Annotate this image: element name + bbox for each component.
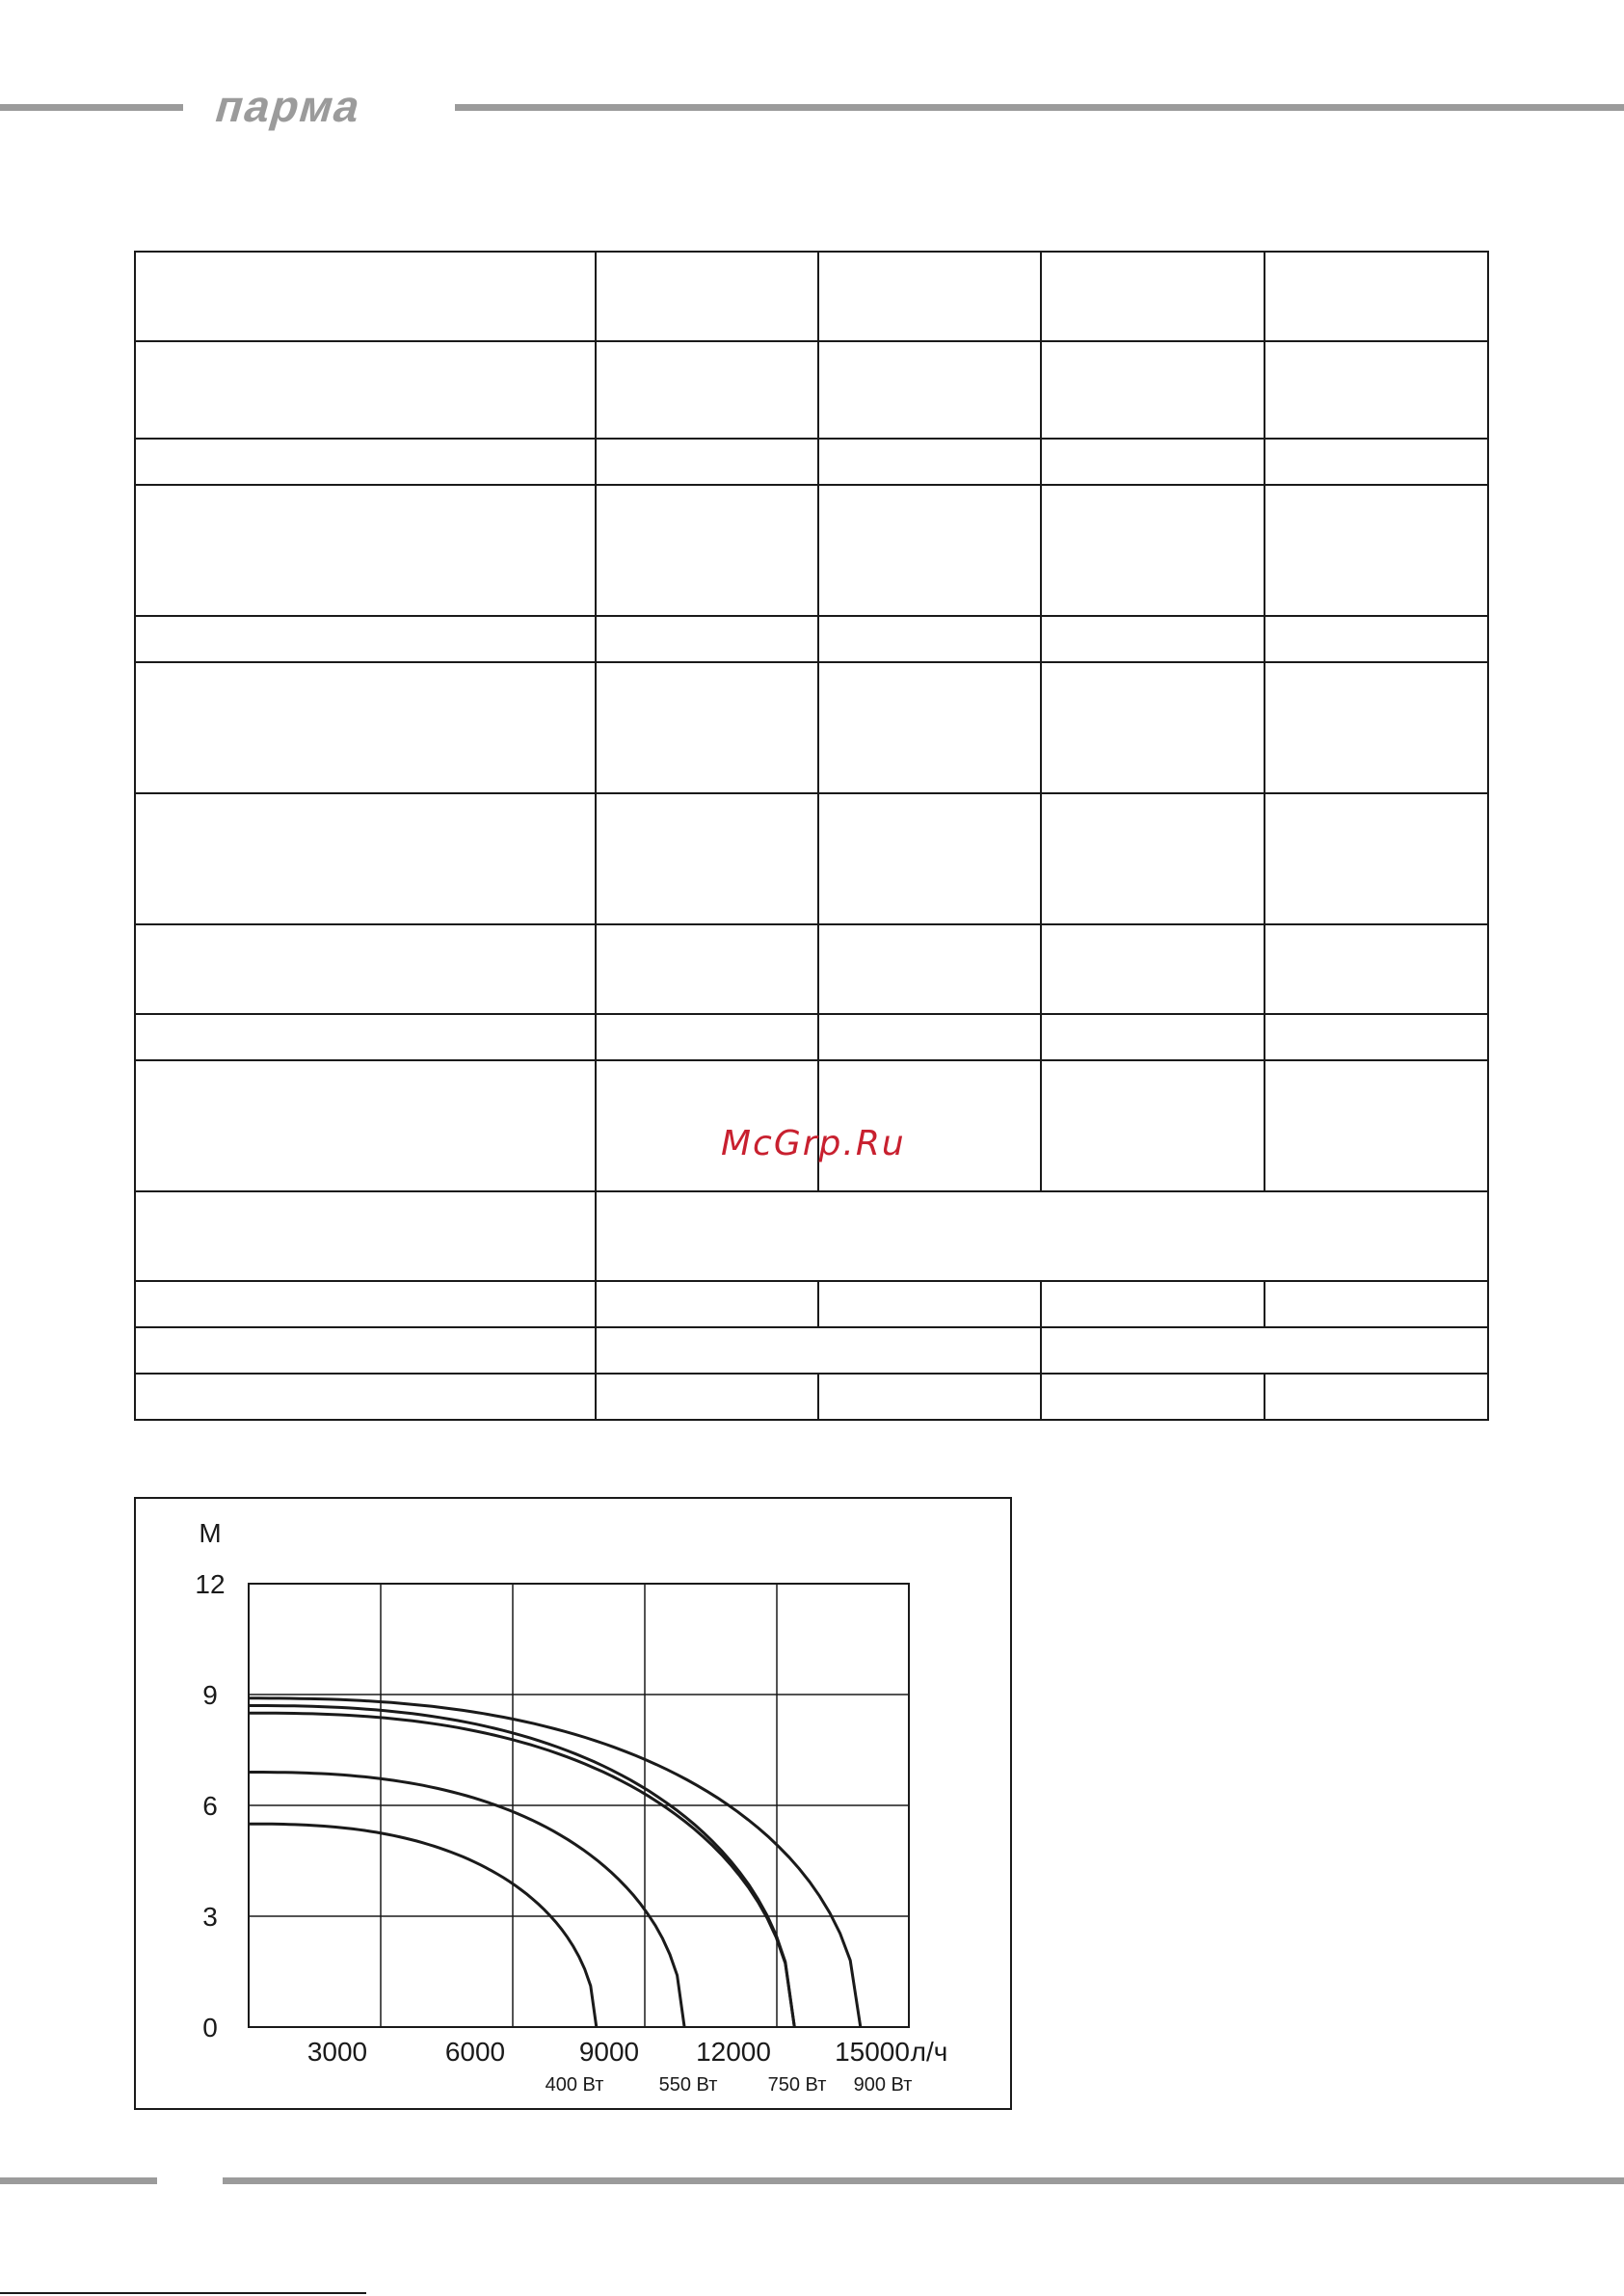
spec-value-cell bbox=[1041, 1374, 1265, 1420]
x-tick-label: 12000 bbox=[696, 2037, 771, 2067]
x-unit-label: л/ч bbox=[910, 2037, 948, 2067]
pump-curve bbox=[249, 1773, 684, 2028]
footer-line-right bbox=[223, 2177, 1624, 2184]
spec-value-cell bbox=[1265, 1014, 1488, 1060]
spec-label-cell bbox=[135, 662, 596, 793]
spec-value-cell bbox=[818, 1281, 1041, 1327]
spec-value-cell bbox=[818, 616, 1041, 662]
spec-row bbox=[135, 662, 1488, 793]
spec-label-cell bbox=[135, 252, 596, 341]
spec-value-cell bbox=[1041, 252, 1265, 341]
spec-row bbox=[135, 793, 1488, 924]
series-power-label: 550 Вт bbox=[658, 2074, 718, 2096]
pump-curve bbox=[249, 1713, 794, 2027]
footer-rule bbox=[0, 2292, 366, 2294]
spec-label-cell bbox=[135, 793, 596, 924]
spec-value-cell-pair bbox=[1041, 1327, 1488, 1374]
spec-value-cell-pair bbox=[596, 1327, 1041, 1374]
watermark: McGrp.Ru bbox=[721, 1124, 906, 1163]
spec-value-cell bbox=[818, 793, 1041, 924]
spec-value-cell bbox=[1265, 616, 1488, 662]
spec-value-cell bbox=[1041, 1281, 1265, 1327]
spec-value-cell bbox=[1041, 662, 1265, 793]
x-tick-label: 3000 bbox=[306, 2037, 368, 2067]
spec-value-cell bbox=[818, 662, 1041, 793]
y-tick-label: 3 bbox=[202, 1902, 218, 1932]
spec-row bbox=[135, 616, 1488, 662]
footer-line-left bbox=[0, 2177, 157, 2184]
series-power-label: 750 Вт bbox=[767, 2074, 827, 2096]
spec-value-cell bbox=[1041, 793, 1265, 924]
spec-value-cell bbox=[596, 485, 818, 616]
spec-value-cell bbox=[1265, 252, 1488, 341]
x-tick-label: 6000 bbox=[444, 2037, 506, 2067]
spec-value-cell bbox=[1265, 1281, 1488, 1327]
spec-value-cell bbox=[1265, 1374, 1488, 1420]
series-power-label: 900 Вт bbox=[853, 2074, 913, 2096]
spec-label-cell bbox=[135, 924, 596, 1014]
spec-value-cell bbox=[596, 252, 818, 341]
spec-value-cell bbox=[818, 924, 1041, 1014]
spec-value-cell bbox=[1265, 662, 1488, 793]
spec-label-cell bbox=[135, 1327, 596, 1374]
pump-curve-svg bbox=[136, 1499, 1010, 2108]
spec-value-cell bbox=[596, 1374, 818, 1420]
spec-value-cell bbox=[1265, 485, 1488, 616]
spec-row bbox=[135, 439, 1488, 485]
spec-value-cell bbox=[1041, 616, 1265, 662]
spec-value-cell bbox=[818, 252, 1041, 341]
brand-logo-text: парма bbox=[209, 83, 369, 131]
spec-value-cell bbox=[596, 616, 818, 662]
spec-value-cell bbox=[1265, 793, 1488, 924]
spec-label-cell bbox=[135, 616, 596, 662]
spec-value-cell bbox=[596, 1281, 818, 1327]
spec-label-cell bbox=[135, 1191, 596, 1281]
spec-value-cell bbox=[596, 439, 818, 485]
spec-label-cell bbox=[135, 1374, 596, 1420]
spec-value-cell bbox=[596, 924, 818, 1014]
spec-value-cell bbox=[818, 485, 1041, 616]
spec-label-cell bbox=[135, 341, 596, 439]
spec-row bbox=[135, 1374, 1488, 1420]
spec-row bbox=[135, 252, 1488, 341]
x-tick-label: 15000 bbox=[835, 2037, 910, 2067]
x-tick-label: 9000 bbox=[578, 2037, 640, 2067]
spec-row bbox=[135, 341, 1488, 439]
spec-row bbox=[135, 1014, 1488, 1060]
spec-row bbox=[135, 1191, 1488, 1281]
spec-label-cell bbox=[135, 1060, 596, 1191]
spec-value-cell bbox=[596, 662, 818, 793]
brand-logo bbox=[202, 83, 439, 131]
spec-row bbox=[135, 485, 1488, 616]
pump-curve bbox=[249, 1824, 597, 2027]
header-line-left bbox=[0, 104, 183, 111]
y-tick-label: 12 bbox=[195, 1569, 226, 1599]
y-tick-label: 6 bbox=[202, 1791, 218, 1821]
y-tick-label: 0 bbox=[202, 2013, 218, 2042]
spec-value-cell bbox=[1265, 341, 1488, 439]
spec-value-cell bbox=[1041, 439, 1265, 485]
spec-value-cell bbox=[818, 1374, 1041, 1420]
spec-label-cell bbox=[135, 1281, 596, 1327]
spec-value-cell bbox=[1265, 439, 1488, 485]
spec-value-cell bbox=[1041, 341, 1265, 439]
spec-row bbox=[135, 924, 1488, 1014]
spec-label-cell bbox=[135, 485, 596, 616]
y-tick-label: 9 bbox=[202, 1680, 218, 1710]
spec-value-cell-merged bbox=[596, 1191, 1488, 1281]
header-line-right bbox=[455, 104, 1624, 111]
spec-value-cell bbox=[818, 439, 1041, 485]
spec-value-cell bbox=[818, 341, 1041, 439]
spec-row bbox=[135, 1281, 1488, 1327]
spec-value-cell bbox=[596, 1014, 818, 1060]
spec-value-cell bbox=[1041, 1060, 1265, 1191]
spec-value-cell bbox=[1265, 1060, 1488, 1191]
spec-value-cell bbox=[1041, 1014, 1265, 1060]
pump-curve-extra bbox=[249, 1706, 794, 2028]
series-power-label: 400 Вт bbox=[545, 2074, 604, 2096]
spec-value-cell bbox=[596, 341, 818, 439]
spec-value-cell bbox=[1041, 485, 1265, 616]
spec-value-cell bbox=[1265, 924, 1488, 1014]
specs-table bbox=[134, 251, 1489, 1421]
spec-value-cell bbox=[596, 793, 818, 924]
spec-row bbox=[135, 1327, 1488, 1374]
spec-value-cell bbox=[818, 1014, 1041, 1060]
spec-value-cell bbox=[1041, 924, 1265, 1014]
pump-curve bbox=[249, 1698, 861, 2027]
pump-curve-chart bbox=[134, 1497, 1012, 2110]
spec-label-cell bbox=[135, 1014, 596, 1060]
spec-label-cell bbox=[135, 439, 596, 485]
y-axis-label: М bbox=[199, 1518, 222, 1548]
